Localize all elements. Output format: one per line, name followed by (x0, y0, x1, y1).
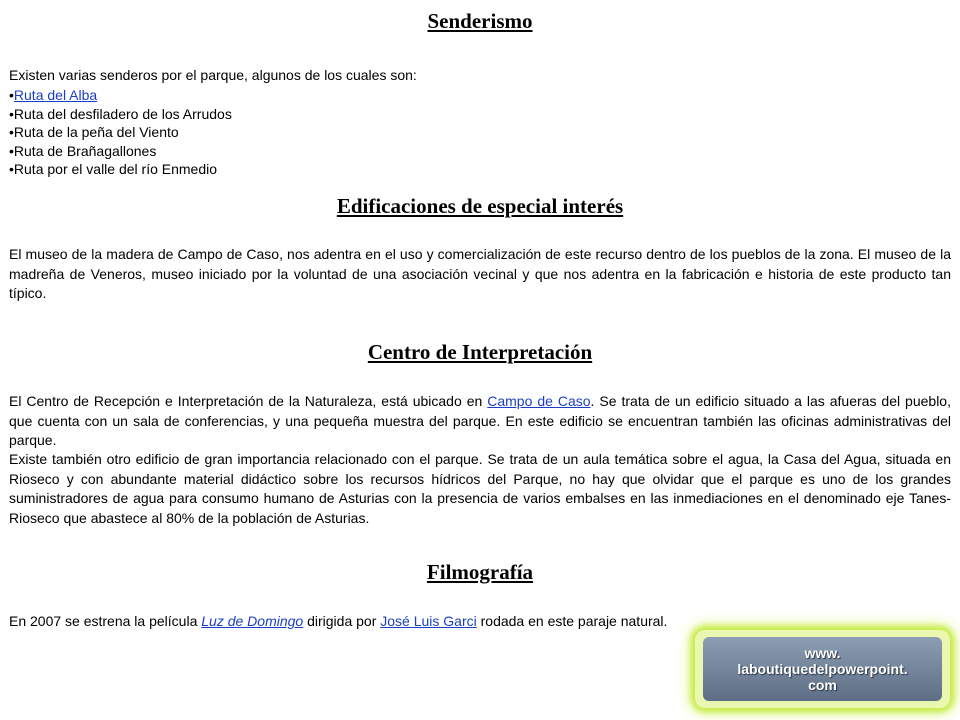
route-label: Ruta de Brañagallones (13, 142, 157, 159)
route-item: •Ruta de Brañagallones (9, 142, 157, 159)
route-item: •Ruta del desfiladero de los Arrudos (9, 105, 232, 122)
route-item: •Ruta del Alba (9, 87, 98, 103)
film-link[interactable]: Luz de Domingo (201, 613, 304, 629)
route-link-alba[interactable]: Ruta del Alba (13, 87, 98, 103)
centro-text: El Centro de Recepción e Interpretación de la Naturaleza, está ubicado en (9, 393, 488, 409)
route-label: Ruta del desfiladero de los Arrudos (13, 105, 232, 122)
centro-paragraph-2: Existe también otro edificio de gran importancia relacionado con el parque. Se trata de un aula temática sobre el agua, la Casa del Agua, situada en Rioseco y con abundante material didáctico sobre los recursos hídricos del Parque, no hay que olvidar que el parque es uno de los grandes suministradores de agua para consumo humano de Asturias con la presencia de varios embalses en las inmediaciones en el denominado eje Tanes-Rioseco que abastece al 80% de la población de Asturias. (9, 451, 951, 526)
website-badge-label (703, 637, 942, 701)
route-item: •Ruta por el valle del río Enmedio (9, 161, 218, 177)
senderismo-heading: Senderismo (427, 9, 533, 33)
senderismo-intro: Existen varias senderos por el parque, algunos de los cuales son: (9, 67, 417, 83)
route-item: •Ruta de la peña del Viento (9, 124, 179, 140)
centro-heading: Centro de Interpretación (367, 340, 593, 364)
route-label: Ruta por el valle del río Enmedio (13, 161, 218, 177)
website-badge[interactable] (695, 630, 950, 708)
edificaciones-heading: Edificaciones de especial interés (336, 194, 624, 218)
director-link[interactable]: José Luis Garci (380, 613, 477, 629)
centro-text: . Se trata de un edificio situado a las afueras del pueblo, que cuenta con un sala de conferencias, y una pequeña muestra del parque. En este edificio se encuentran también las oficinas administrativas del parque. (9, 393, 951, 448)
filmografia-text (9, 612, 667, 632)
centro-paragraph-1 (9, 392, 951, 451)
film-text: dirigida por (303, 613, 381, 629)
badge-line: www. (804, 645, 841, 661)
campo-de-caso-link[interactable]: Campo de Caso (487, 393, 591, 409)
badge-line: laboutiquedelpowerpoint. (737, 661, 908, 677)
film-text: rodada en este paraje natural. (476, 613, 668, 629)
filmografia-heading: Filmografía (426, 560, 534, 584)
film-text: En 2007 se estrena la película (9, 613, 202, 629)
routes-list (9, 86, 232, 179)
route-label: Ruta de la peña del Viento (13, 124, 179, 140)
badge-line: com (808, 677, 837, 693)
edificaciones-text: El museo de la madera de Campo de Caso, nos adentra en el uso y comercialización de este recurso dentro de los pueblos de la zona. El museo de la madreña de Veneros, museo iniciado por la voluntad de una asociación vecinal y que nos adentra en la fabricación e historia de este producto tan típico. (9, 246, 951, 301)
